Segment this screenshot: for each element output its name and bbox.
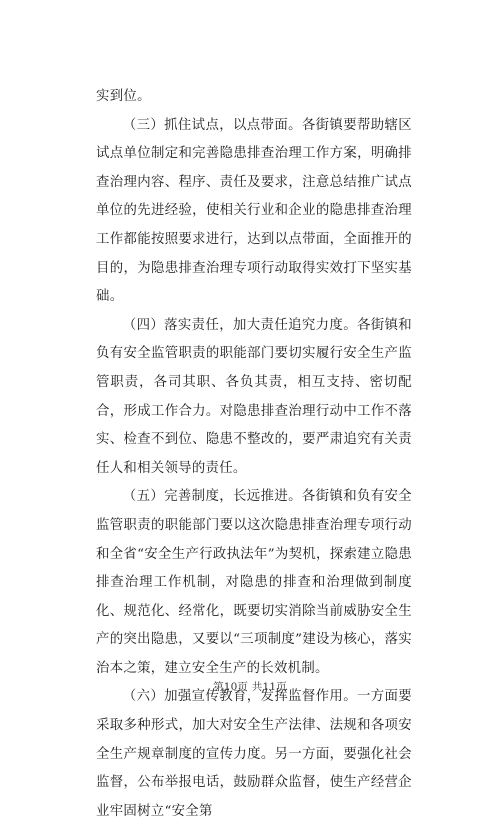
- document-body: [96, 83, 412, 826]
- paragraph-section-3: （三）抓住试点，以点带面。各街镇要帮助辖区试点单位制定和完善隐患排查治理工作方案，明确排查治理内容、程序、责任及要求，注意总结推广试点单位的先进经验，使相关行业和企业的隐患排查治理工作都能按照要求进行，达到以点带面，全面推开的目的，为隐患排查治理专项行动取得实效打下坚实基础。: [96, 117, 412, 305]
- paragraph-section-4: （四）落实责任，加大责任追究力度。各街镇和负有安全监管职责的职能部门要切实履行安全生产监管职责，各司其职、各负其责，相互支持、密切配合，形成工作合力。对隐患排查治理行动中工作不落实、检查不到位、隐患不整改的，要严肃追究有关责任人和相关领导的责任。: [96, 317, 412, 476]
- paragraph-section-6: （六）加强宣传教育，发挥监督作用。一方面要采取多种形式，加大对安全生产法律、法规和各项安全生产规章制度的宣传力度。另一方面，要强化社会监督，公布举报电话，鼓励群众监督，使生产经营企业牢固树立“安全第: [96, 689, 412, 819]
- page-number-footer: 第10页 共11页: [213, 681, 287, 693]
- paragraph-section-5: （五）完善制度，长远推进。各街镇和负有安全监管职责的职能部门要以这次隐患排查治理专项行动和全省“安全生产行政执法年”为契机，探索建立隐患排查治理工作机制，对隐患的排查和治理做到制度化、规范化、经常化，既要切实消除当前威胁安全生产的突出隐患，又要以“三项制度”建设为核心，落实治本之策，建立安全生产的长效机制。: [96, 489, 412, 676]
- paragraph-continuation: 实到位。: [96, 89, 151, 104]
